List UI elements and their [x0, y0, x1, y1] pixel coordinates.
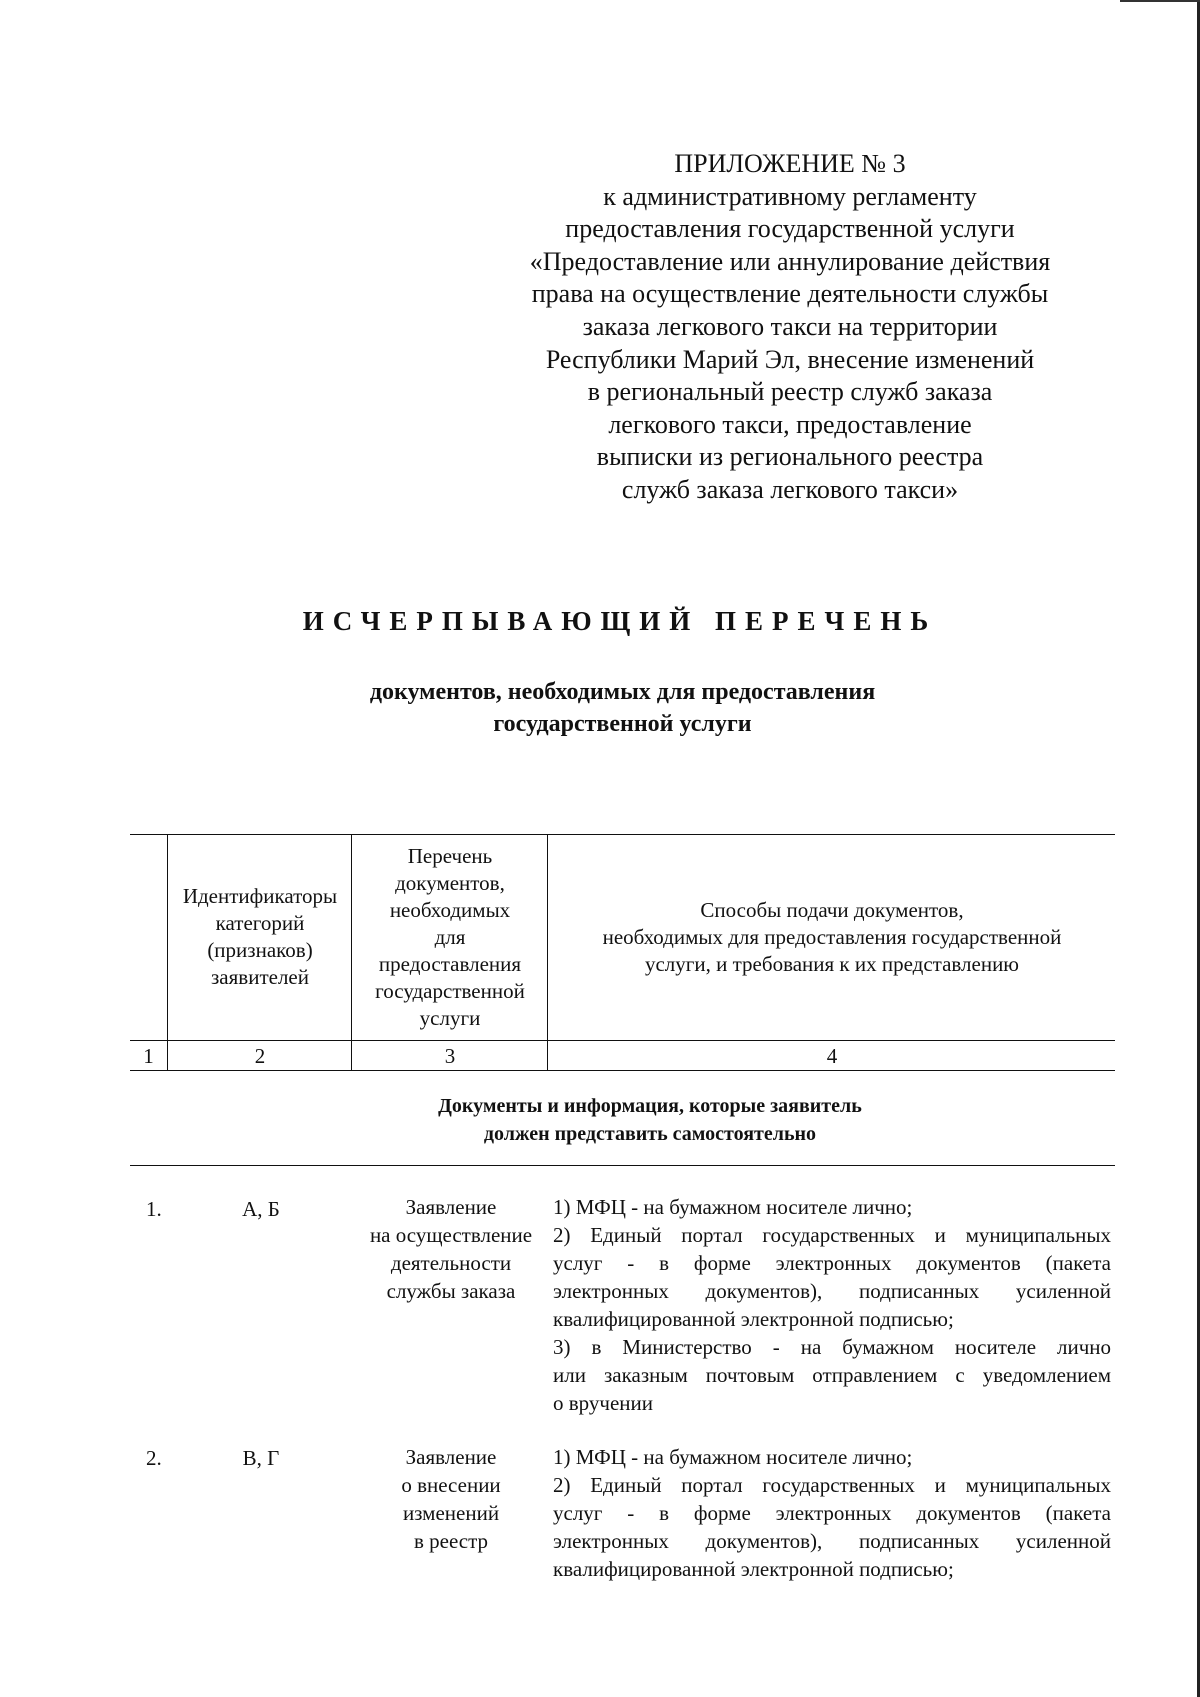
way-text: о вручении: [553, 1391, 653, 1415]
header-text: Перечень: [407, 844, 493, 868]
header-col-2: [169, 883, 351, 991]
doc-text: в реестр: [413, 1529, 489, 1553]
table-col-divider: [167, 834, 168, 1070]
doc-text: о внесении: [401, 1473, 501, 1497]
header-text: категорий: [215, 911, 305, 935]
doc-text: Заявление: [405, 1195, 497, 1219]
header-col-3: [353, 843, 547, 1032]
row-submission-ways: [553, 1193, 1111, 1417]
section-line-2: должен представить самостоятельно: [483, 1123, 817, 1145]
row-document: [356, 1443, 546, 1555]
col-number: 3: [444, 1044, 456, 1068]
header-text: документов,: [395, 871, 505, 895]
col-number: 2: [254, 1044, 266, 1068]
doc-text: Заявление: [405, 1445, 497, 1469]
subtitle-line-2: государственной услуги: [493, 711, 752, 737]
way-text: квалифицированной электронной подписью;: [553, 1557, 954, 1581]
table-col-divider: [351, 834, 352, 1070]
way-text: 2) Единый портал государственных и муниципальных: [553, 1223, 1111, 1247]
subtitle-line-1: документов, необходимых для предоставления: [369, 679, 876, 705]
section-heading: [130, 1092, 1130, 1148]
appendix-line: выписки из регионального реестра: [596, 442, 984, 472]
header-text: предоставления: [378, 952, 522, 976]
doc-text: на осуществление: [369, 1223, 533, 1247]
doc-text: деятельности: [390, 1251, 512, 1275]
row-identifiers: А, Б: [242, 1197, 280, 1221]
appendix-line: служб заказа легкового такси»: [621, 474, 959, 504]
appendix-line: легкового такси, предоставление: [608, 409, 972, 439]
way-text: электронных документов), подписанных усиленной: [553, 1529, 1111, 1553]
scan-edge-top: [1120, 0, 1200, 2]
way-text: электронных документов), подписанных усиленной: [553, 1279, 1111, 1303]
header-text: Способы подачи документов,: [700, 898, 964, 922]
way-text: услуг - в форме электронных документов (пакета: [553, 1501, 1111, 1525]
row-submission-ways: [553, 1443, 1111, 1583]
table-col-divider: [547, 834, 548, 1070]
document-title: ИСЧЕРПЫВАЮЩИЙ ПЕРЕЧЕНЬ: [302, 606, 938, 636]
way-text: 1) МФЦ - на бумажном носителе лично;: [553, 1445, 913, 1469]
header-text: (признаков): [207, 938, 313, 962]
appendix-line: права на осуществление деятельности службы: [531, 279, 1049, 309]
appendix-line: «Предоставление или аннулирование действия: [529, 246, 1051, 276]
way-text: услуг - в форме электронных документов (пакета: [553, 1251, 1111, 1275]
header-text: для: [434, 925, 466, 949]
doc-text: службы заказа: [386, 1279, 516, 1303]
section-line-1: Документы и информация, которые заявитель: [438, 1095, 862, 1117]
col-number: 4: [826, 1044, 838, 1068]
appendix-line: предоставления государственной услуги: [565, 214, 1015, 244]
way-text: 3) в Министерство - на бумажном носителе лично: [553, 1335, 1111, 1359]
header-text: государственной: [375, 979, 525, 1003]
document-subtitle: [0, 676, 1200, 740]
table-mid-rule: [130, 1040, 1115, 1041]
appendix-line: к административному регламенту: [603, 181, 977, 211]
way-text: 2) Единый портал государственных и муниципальных: [553, 1473, 1111, 1497]
appendix-line: ПРИЛОЖЕНИЕ № 3: [674, 149, 906, 178]
header-text: Идентификаторы: [182, 884, 338, 908]
way-text: 1) МФЦ - на бумажном носителе лично;: [553, 1195, 913, 1219]
table-top-rule: [130, 834, 1115, 835]
row-document: [356, 1193, 546, 1305]
appendix-header: [500, 148, 1080, 507]
header-text: необходимых: [389, 898, 511, 922]
doc-text: изменений: [402, 1501, 500, 1525]
col-number: 1: [143, 1044, 154, 1068]
header-text: услуги, и требования к их представлению: [644, 952, 1019, 976]
row-number: 1.: [146, 1197, 162, 1221]
table-bottom-rule: [130, 1070, 1115, 1071]
header-text: заявителей: [211, 965, 309, 989]
row-number: 2.: [146, 1446, 162, 1470]
appendix-line: в региональный реестр служб заказа: [587, 377, 993, 407]
way-text: квалифицированной электронной подписью;: [553, 1307, 954, 1331]
header-col-4: [549, 897, 1115, 978]
appendix-line: заказа легкового такси на территории: [582, 311, 998, 341]
way-text: или заказным почтовым отправлением с уведомлением: [553, 1363, 1111, 1387]
appendix-line: Республики Марий Эл, внесение изменений: [545, 344, 1035, 374]
section-rule: [130, 1165, 1115, 1166]
header-text: необходимых для предоставления государственной: [602, 925, 1062, 949]
header-text: услуги: [419, 1006, 481, 1030]
row-identifiers: В, Г: [242, 1446, 280, 1470]
